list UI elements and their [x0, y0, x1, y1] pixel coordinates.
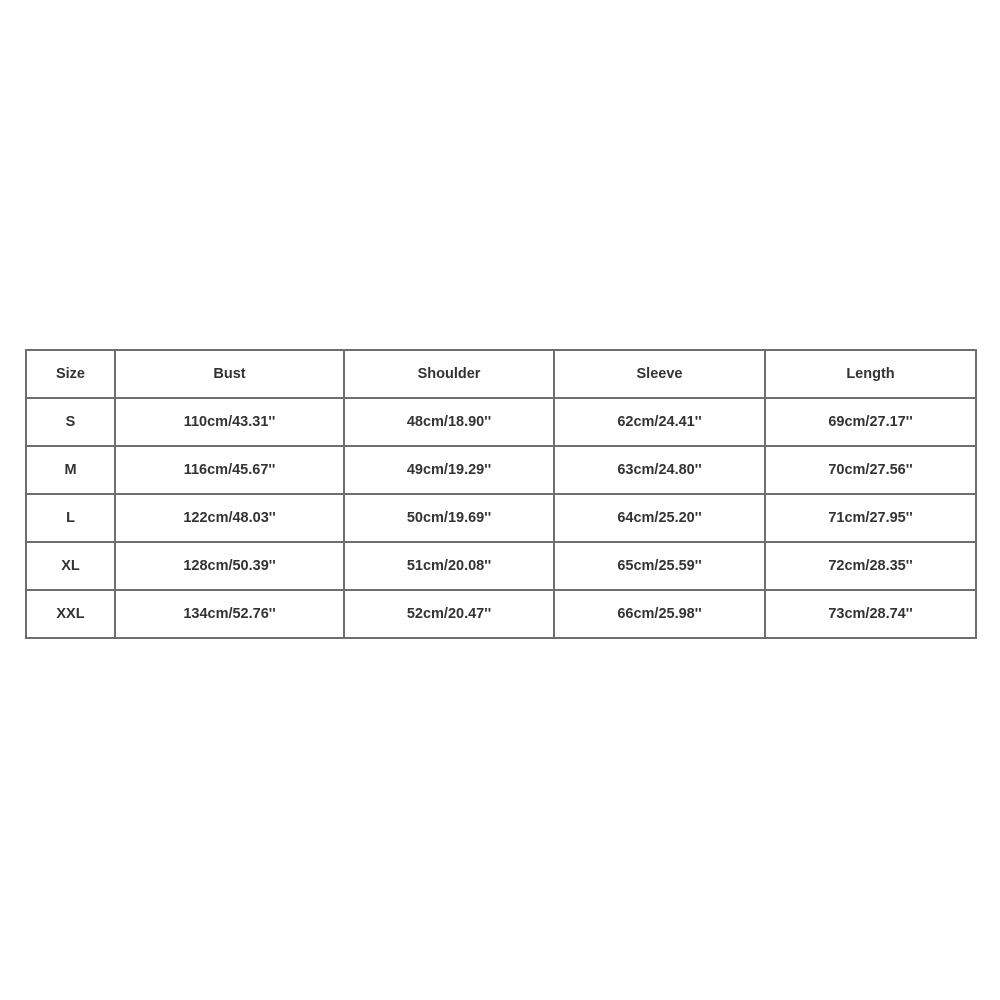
cell-shoulder: 49cm/19.29'': [344, 446, 554, 494]
cell-size: L: [26, 494, 115, 542]
cell-length: 73cm/28.74'': [765, 590, 976, 638]
cell-bust: 116cm/45.67'': [115, 446, 344, 494]
cell-length: 69cm/27.17'': [765, 398, 976, 446]
cell-shoulder: 50cm/19.69'': [344, 494, 554, 542]
cell-bust: 134cm/52.76'': [115, 590, 344, 638]
cell-length: 70cm/27.56'': [765, 446, 976, 494]
cell-size: M: [26, 446, 115, 494]
header-size: Size: [26, 350, 115, 398]
cell-sleeve: 66cm/25.98'': [554, 590, 765, 638]
size-chart-table: [25, 349, 977, 639]
header-bust: Bust: [115, 350, 344, 398]
table-row: [26, 590, 976, 638]
cell-size: XXL: [26, 590, 115, 638]
cell-length: 71cm/27.95'': [765, 494, 976, 542]
cell-length: 72cm/28.35'': [765, 542, 976, 590]
cell-bust: 110cm/43.31'': [115, 398, 344, 446]
cell-sleeve: 64cm/25.20'': [554, 494, 765, 542]
cell-shoulder: 48cm/18.90'': [344, 398, 554, 446]
header-length: Length: [765, 350, 976, 398]
cell-sleeve: 65cm/25.59'': [554, 542, 765, 590]
cell-sleeve: 62cm/24.41'': [554, 398, 765, 446]
cell-size: XL: [26, 542, 115, 590]
cell-bust: 128cm/50.39'': [115, 542, 344, 590]
header-shoulder: Shoulder: [344, 350, 554, 398]
cell-shoulder: 52cm/20.47'': [344, 590, 554, 638]
cell-sleeve: 63cm/24.80'': [554, 446, 765, 494]
cell-bust: 122cm/48.03'': [115, 494, 344, 542]
table-row: [26, 446, 976, 494]
header-sleeve: Sleeve: [554, 350, 765, 398]
cell-size: S: [26, 398, 115, 446]
table-row: [26, 398, 976, 446]
table-row: [26, 494, 976, 542]
cell-shoulder: 51cm/20.08'': [344, 542, 554, 590]
table-header-row: [26, 350, 976, 398]
table-row: [26, 542, 976, 590]
